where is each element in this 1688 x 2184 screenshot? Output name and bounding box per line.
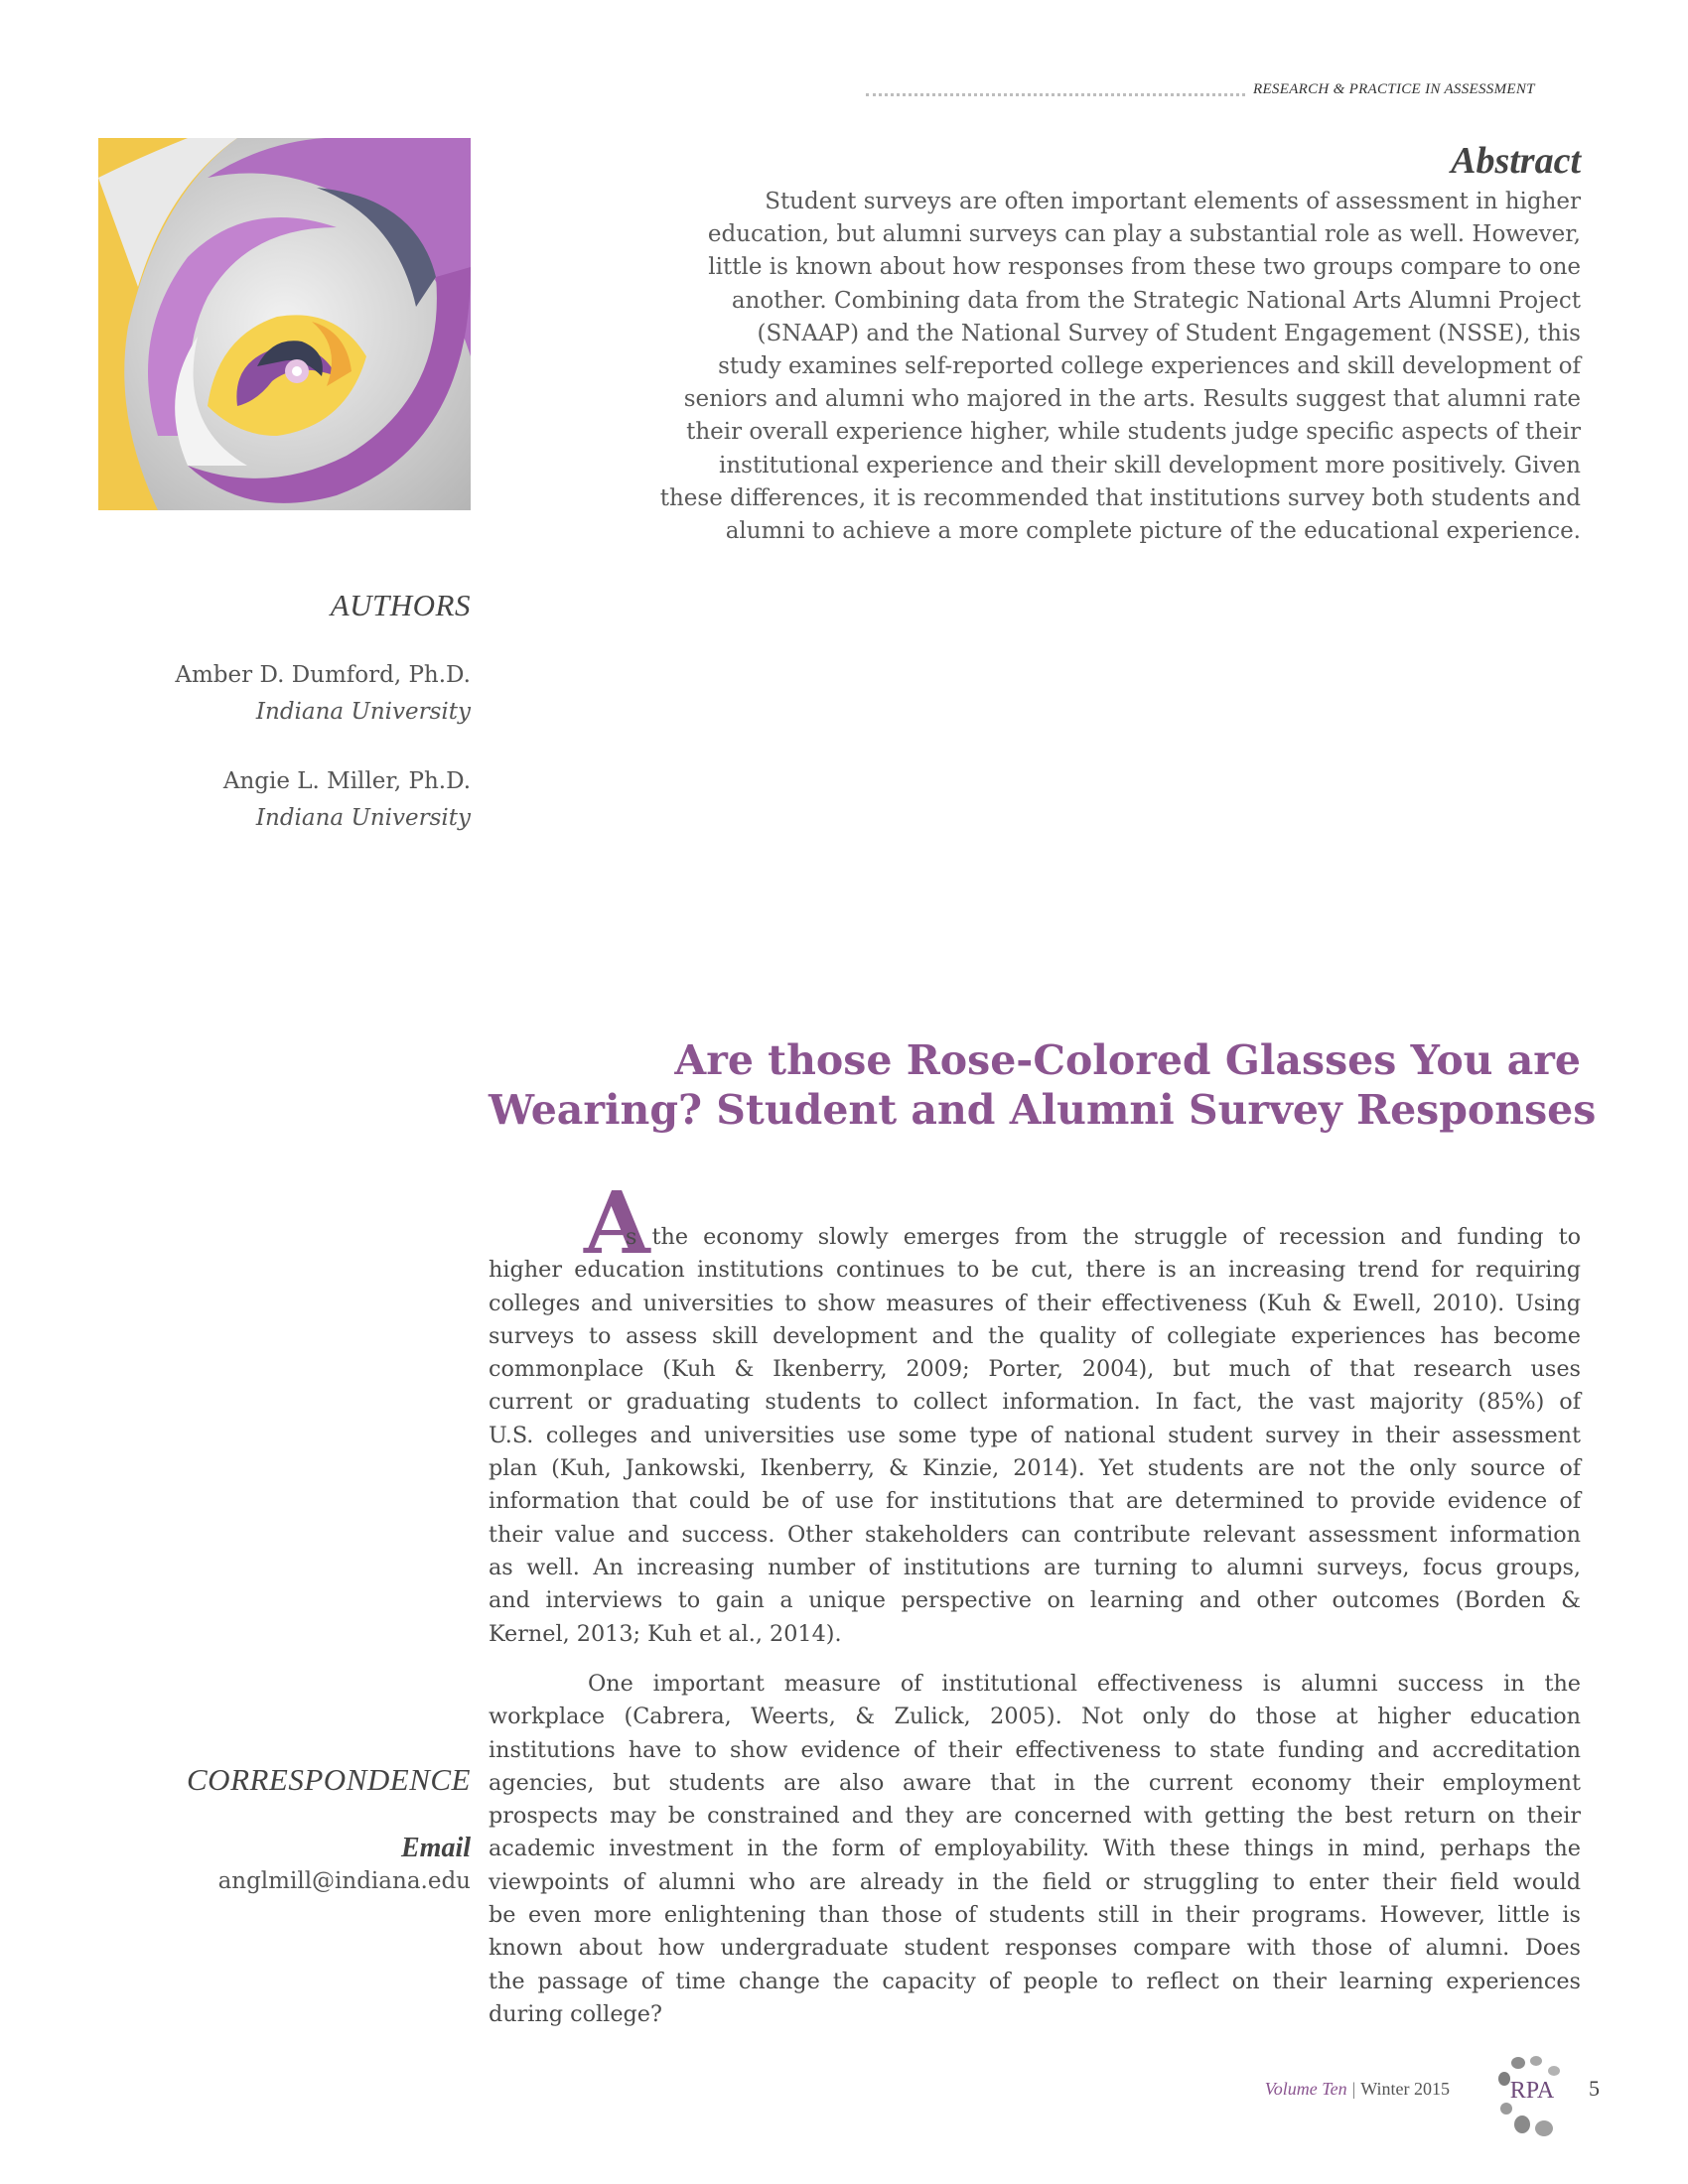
running-head: RESEARCH & PRACTICE IN ASSESSMENT [1253, 81, 1535, 97]
paragraph-line: institutions have to show evidence of their effectiveness to state funding and accreditation [489, 1736, 1581, 1763]
drop-cap: A [584, 1173, 650, 1274]
abstract-line: another. Combining data from the Strategic National Arts Alumni Project [731, 287, 1581, 314]
cover-art-image [98, 138, 471, 510]
email-link[interactable]: anglmill@indiana.edu [217, 1868, 471, 1894]
article-title [489, 1035, 1597, 1135]
article-title-line: Are those Rose-Colored Glasses You are [674, 1036, 1581, 1084]
page-number: 5 [1589, 2076, 1600, 2101]
paragraph-line: plan (Kuh, Jankowski, Ikenberry, & Kinzie, 2014). Yet students are not the only source of [489, 1455, 1581, 1482]
paragraph-line: academic investment in the form of employability. With these things in mind, perhaps the [489, 1836, 1581, 1862]
paragraph-line: the passage of time change the capacity of people to reflect on their learning experiences [489, 1968, 1581, 1994]
author-name: Angie L. Miller, Ph.D. [222, 768, 471, 794]
footer-issue [1265, 2079, 1450, 2100]
abstract-line: study examines self-reported college experiences and skill development of [718, 353, 1581, 380]
paragraph-line: their value and success. Other stakeholders can contribute relevant assessment information [489, 1521, 1581, 1548]
paragraph-line: colleges and universities to show measures of their effectiveness (Kuh & Ewell, 2010). Using [489, 1290, 1581, 1316]
abstract-body [635, 186, 1581, 548]
paragraph-line: workplace (Cabrera, Weerts, & Zulick, 2005). Not only do those at higher education [489, 1704, 1581, 1730]
rpa-logo [1492, 2053, 1574, 2142]
abstract-line: seniors and alumni who majored in the arts. Results suggest that alumni rate [683, 386, 1581, 413]
footer-volume: Volume Ten [1264, 2079, 1347, 2099]
footer-season: Winter 2015 [1360, 2079, 1450, 2099]
paragraph-line: Kernel, 2013; Kuh et al., 2014). [489, 1620, 842, 1647]
body-paragraph-2 [489, 1668, 1581, 2031]
authors-heading: AUTHORS [330, 588, 471, 622]
abstract-line: institutional experience and their skill development more positively. Given [719, 452, 1581, 478]
abstract-line: their overall experience higher, while students judge specific aspects of their [686, 419, 1581, 446]
paragraph-line: agencies, but students are also aware that in the current economy their employment [489, 1769, 1581, 1796]
rpa-logo-text: RPA [1509, 2078, 1555, 2104]
email-label: Email [400, 1833, 471, 1863]
article-title-line: Wearing? Student and Alumni Survey Responses [489, 1086, 1597, 1134]
paragraph-line: known about how undergraduate student responses compare with those of alumni. Does [489, 1935, 1581, 1962]
abstract-line: these differences, it is recommended that institutions survey both students and [659, 484, 1581, 511]
abstract-line: alumni to achieve a more complete picture of the educational experience. [725, 518, 1581, 545]
abstract-line: Student surveys are often important elements of assessment in higher [765, 189, 1581, 214]
author-name: Amber D. Dumford, Ph.D. [175, 662, 471, 688]
paragraph-line: current or graduating students to collect information. In fact, the vast majority (85%) of [489, 1389, 1581, 1416]
paragraph-line: higher education institutions continues to be cut, there is an increasing trend for requiring [489, 1257, 1581, 1284]
footer-separator: | [1351, 2079, 1356, 2099]
paragraph-line: viewpoints of alumni who are already in the field or struggling to enter their field would [489, 1868, 1581, 1895]
abstract-line: little is known about how responses from these two groups compare to one [708, 254, 1581, 281]
paragraph-line: s the economy slowly emerges from the struggle of recession and funding to [626, 1224, 1581, 1250]
paragraph-line: as well. An increasing number of institutions are turning to alumni surveys, focus groups, [489, 1554, 1581, 1580]
paragraph-line: during college? [489, 2000, 662, 2027]
paragraph-line: U.S. colleges and universities use some type of national student survey in their assessment [489, 1422, 1581, 1448]
correspondence-heading: CORRESPONDENCE [187, 1762, 471, 1797]
paragraph-line: surveys to assess skill development and the quality of collegiate experiences has become [489, 1322, 1581, 1349]
paragraph-line: and interviews to gain a unique perspective on learning and other outcomes (Borden & [489, 1587, 1581, 1614]
paragraph-line: prospects may be constrained and they are concerned with getting the best return on their [489, 1803, 1581, 1830]
abstract-heading: Abstract [1451, 140, 1581, 182]
paragraph-line: be even more enlightening than those of students still in their programs. However, little is [489, 1902, 1581, 1929]
header-dotted-rule [866, 93, 1245, 96]
paragraph-line: information that could be of use for institutions that are determined to provide evidence of [489, 1488, 1581, 1515]
author-affiliation: Indiana University [255, 699, 471, 725]
abstract-line: education, but alumni surveys can play a substantial role as well. However, [707, 221, 1581, 248]
paragraph-line: One important measure of institutional effectiveness is alumni success in the [588, 1671, 1581, 1697]
author-affiliation: Indiana University [255, 805, 471, 831]
body-paragraph-1 [489, 1221, 1581, 1651]
abstract-line: (SNAAP) and the National Survey of Student Engagement (NSSE), this [757, 320, 1581, 346]
paragraph-line: commonplace (Kuh & Ikenberry, 2009; Porter, 2004), but much of that research uses [489, 1356, 1581, 1383]
